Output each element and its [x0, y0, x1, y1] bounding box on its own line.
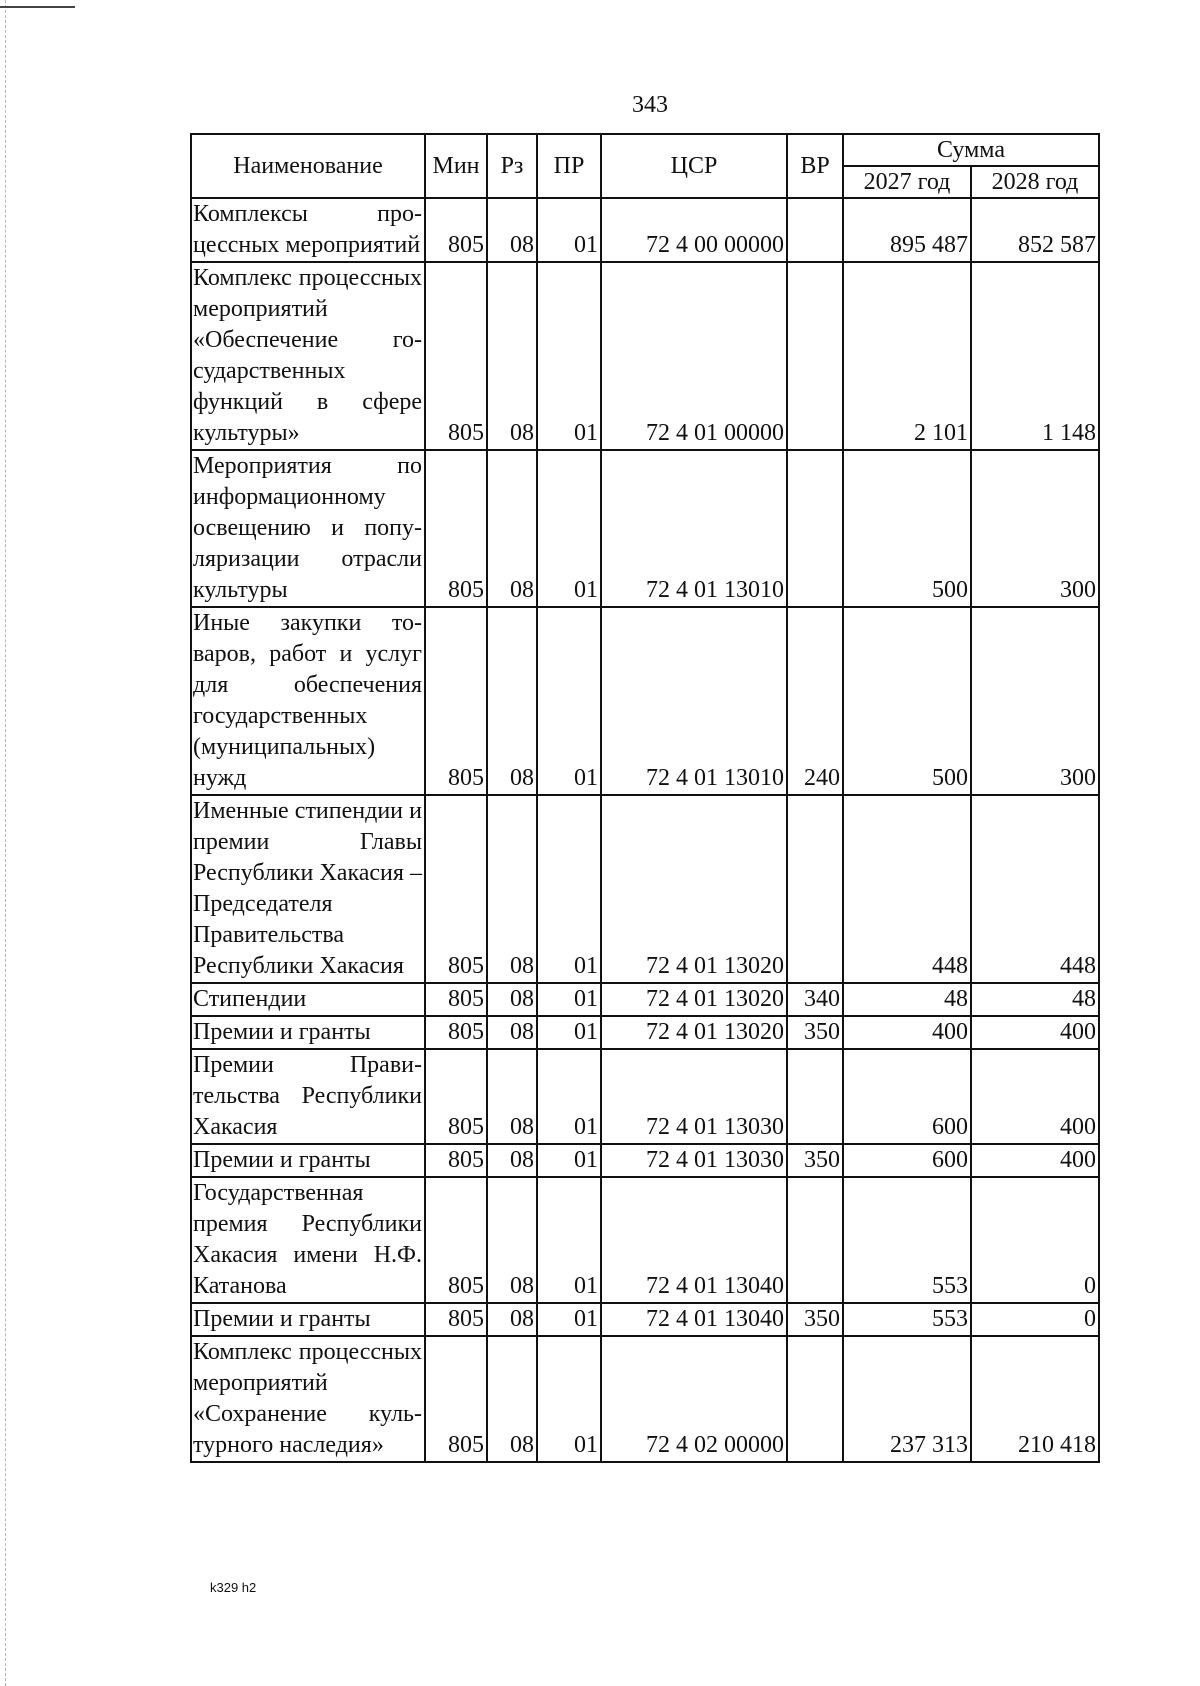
cell-vr: 350	[787, 1144, 843, 1177]
cell-pr: 01	[537, 607, 601, 795]
table-row	[191, 450, 1099, 607]
cell-rz: 08	[487, 1303, 537, 1336]
header-vr: ВР	[787, 134, 843, 198]
cell-vr	[787, 198, 843, 262]
table-row	[191, 1016, 1099, 1049]
table-row	[191, 262, 1099, 450]
cell-min: 805	[425, 1177, 487, 1303]
table-row	[191, 198, 1099, 262]
cell-name: Мероприятия по информационному освещению и популяризации отрасли культуры	[191, 450, 425, 607]
cell-pr: 01	[537, 1303, 601, 1336]
cell-amount-2028: 300	[971, 607, 1099, 795]
cell-rz: 08	[487, 450, 537, 607]
cell-min: 805	[425, 1144, 487, 1177]
cell-name: Комплексы процессных мероприятий	[191, 198, 425, 262]
table-row	[191, 607, 1099, 795]
header-min: Мин	[425, 134, 487, 198]
cell-amount-2027: 400	[843, 1016, 971, 1049]
cell-csr: 72 4 01 13020	[601, 983, 787, 1016]
cell-csr: 72 4 02 00000	[601, 1336, 787, 1462]
cell-amount-2028: 400	[971, 1016, 1099, 1049]
header-name: Наименование	[191, 134, 425, 198]
cell-pr: 01	[537, 1336, 601, 1462]
cell-pr: 01	[537, 1144, 601, 1177]
cell-rz: 08	[487, 1177, 537, 1303]
cell-rz: 08	[487, 983, 537, 1016]
header-csr: ЦСР	[601, 134, 787, 198]
cell-vr: 340	[787, 983, 843, 1016]
cell-name: Комплекс процессных мероприятий «Сохранение культурного наследия»	[191, 1336, 425, 1462]
cell-amount-2027: 237 313	[843, 1336, 971, 1462]
header-year-2028: 2028 год	[971, 166, 1099, 198]
cell-amount-2027: 600	[843, 1049, 971, 1144]
cell-amount-2027: 2 101	[843, 262, 971, 450]
cell-amount-2027: 895 487	[843, 198, 971, 262]
cell-amount-2027: 448	[843, 795, 971, 983]
cell-amount-2028: 448	[971, 795, 1099, 983]
cell-rz: 08	[487, 1144, 537, 1177]
cell-vr	[787, 795, 843, 983]
cell-name: Премии и гранты	[191, 1144, 425, 1177]
cell-csr: 72 4 01 13010	[601, 607, 787, 795]
cell-name: Комплекс процессных мероприятий «Обеспечение государственных функций в сфере культуры»	[191, 262, 425, 450]
table-row	[191, 983, 1099, 1016]
cell-rz: 08	[487, 1016, 537, 1049]
cell-min: 805	[425, 1049, 487, 1144]
cell-vr: 350	[787, 1016, 843, 1049]
cell-csr: 72 4 00 00000	[601, 198, 787, 262]
scan-margin-line	[5, 0, 6, 1686]
table-row	[191, 1177, 1099, 1303]
cell-amount-2028: 48	[971, 983, 1099, 1016]
table-row	[191, 1303, 1099, 1336]
cell-amount-2028: 210 418	[971, 1336, 1099, 1462]
cell-amount-2027: 553	[843, 1303, 971, 1336]
cell-name: Стипендии	[191, 983, 425, 1016]
cell-vr: 240	[787, 607, 843, 795]
cell-min: 805	[425, 450, 487, 607]
cell-csr: 72 4 01 13030	[601, 1144, 787, 1177]
cell-pr: 01	[537, 1049, 601, 1144]
cell-min: 805	[425, 795, 487, 983]
cell-rz: 08	[487, 607, 537, 795]
cell-amount-2027: 600	[843, 1144, 971, 1177]
cell-amount-2028: 400	[971, 1049, 1099, 1144]
scan-corner-mark	[0, 6, 75, 8]
table-row	[191, 1336, 1099, 1462]
cell-rz: 08	[487, 262, 537, 450]
cell-pr: 01	[537, 262, 601, 450]
cell-amount-2028: 0	[971, 1303, 1099, 1336]
cell-vr: 350	[787, 1303, 843, 1336]
cell-name: Именные стипендии и премии Главы Республики Хакасия – Председателя Правительства Республики Хакасия	[191, 795, 425, 983]
cell-csr: 72 4 01 13040	[601, 1177, 787, 1303]
cell-min: 805	[425, 198, 487, 262]
cell-min: 805	[425, 1016, 487, 1049]
cell-vr	[787, 1336, 843, 1462]
cell-vr	[787, 450, 843, 607]
cell-amount-2028: 1 148	[971, 262, 1099, 450]
header-pr: ПР	[537, 134, 601, 198]
cell-csr: 72 4 01 13040	[601, 1303, 787, 1336]
table-row	[191, 795, 1099, 983]
footer-code: k329 h2	[210, 1580, 257, 1595]
cell-min: 805	[425, 262, 487, 450]
budget-table	[190, 133, 1100, 1463]
cell-pr: 01	[537, 983, 601, 1016]
cell-min: 805	[425, 1336, 487, 1462]
cell-vr	[787, 262, 843, 450]
cell-name: Премии и гранты	[191, 1016, 425, 1049]
cell-name: Премии и гранты	[191, 1303, 425, 1336]
cell-pr: 01	[537, 1177, 601, 1303]
cell-name: Иные закупки товаров, работ и услуг для обеспечения государственных (муниципальных) нужд	[191, 607, 425, 795]
cell-amount-2028: 0	[971, 1177, 1099, 1303]
cell-rz: 08	[487, 795, 537, 983]
cell-rz: 08	[487, 1336, 537, 1462]
cell-csr: 72 4 01 13010	[601, 450, 787, 607]
cell-csr: 72 4 01 00000	[601, 262, 787, 450]
header-sum: Сумма	[843, 134, 1099, 166]
cell-amount-2027: 500	[843, 450, 971, 607]
header-rz: Рз	[487, 134, 537, 198]
cell-csr: 72 4 01 13030	[601, 1049, 787, 1144]
table-body	[191, 198, 1099, 1462]
cell-name: Государственная премия Республики Хакасия имени Н.Ф. Катанова	[191, 1177, 425, 1303]
cell-vr	[787, 1049, 843, 1144]
cell-min: 805	[425, 1303, 487, 1336]
cell-min: 805	[425, 607, 487, 795]
cell-pr: 01	[537, 198, 601, 262]
cell-vr	[787, 1177, 843, 1303]
cell-csr: 72 4 01 13020	[601, 795, 787, 983]
cell-amount-2028: 852 587	[971, 198, 1099, 262]
cell-rz: 08	[487, 1049, 537, 1144]
cell-amount-2027: 48	[843, 983, 971, 1016]
cell-amount-2028: 300	[971, 450, 1099, 607]
header-year-2027: 2027 год	[843, 166, 971, 198]
table-row	[191, 1049, 1099, 1144]
cell-amount-2028: 400	[971, 1144, 1099, 1177]
cell-amount-2027: 553	[843, 1177, 971, 1303]
cell-rz: 08	[487, 198, 537, 262]
cell-pr: 01	[537, 1016, 601, 1049]
cell-amount-2027: 500	[843, 607, 971, 795]
table-row	[191, 1144, 1099, 1177]
cell-name: Премии Правительства Республики Хакасия	[191, 1049, 425, 1144]
cell-csr: 72 4 01 13020	[601, 1016, 787, 1049]
cell-pr: 01	[537, 450, 601, 607]
cell-pr: 01	[537, 795, 601, 983]
cell-min: 805	[425, 983, 487, 1016]
page-number: 343	[632, 92, 668, 118]
